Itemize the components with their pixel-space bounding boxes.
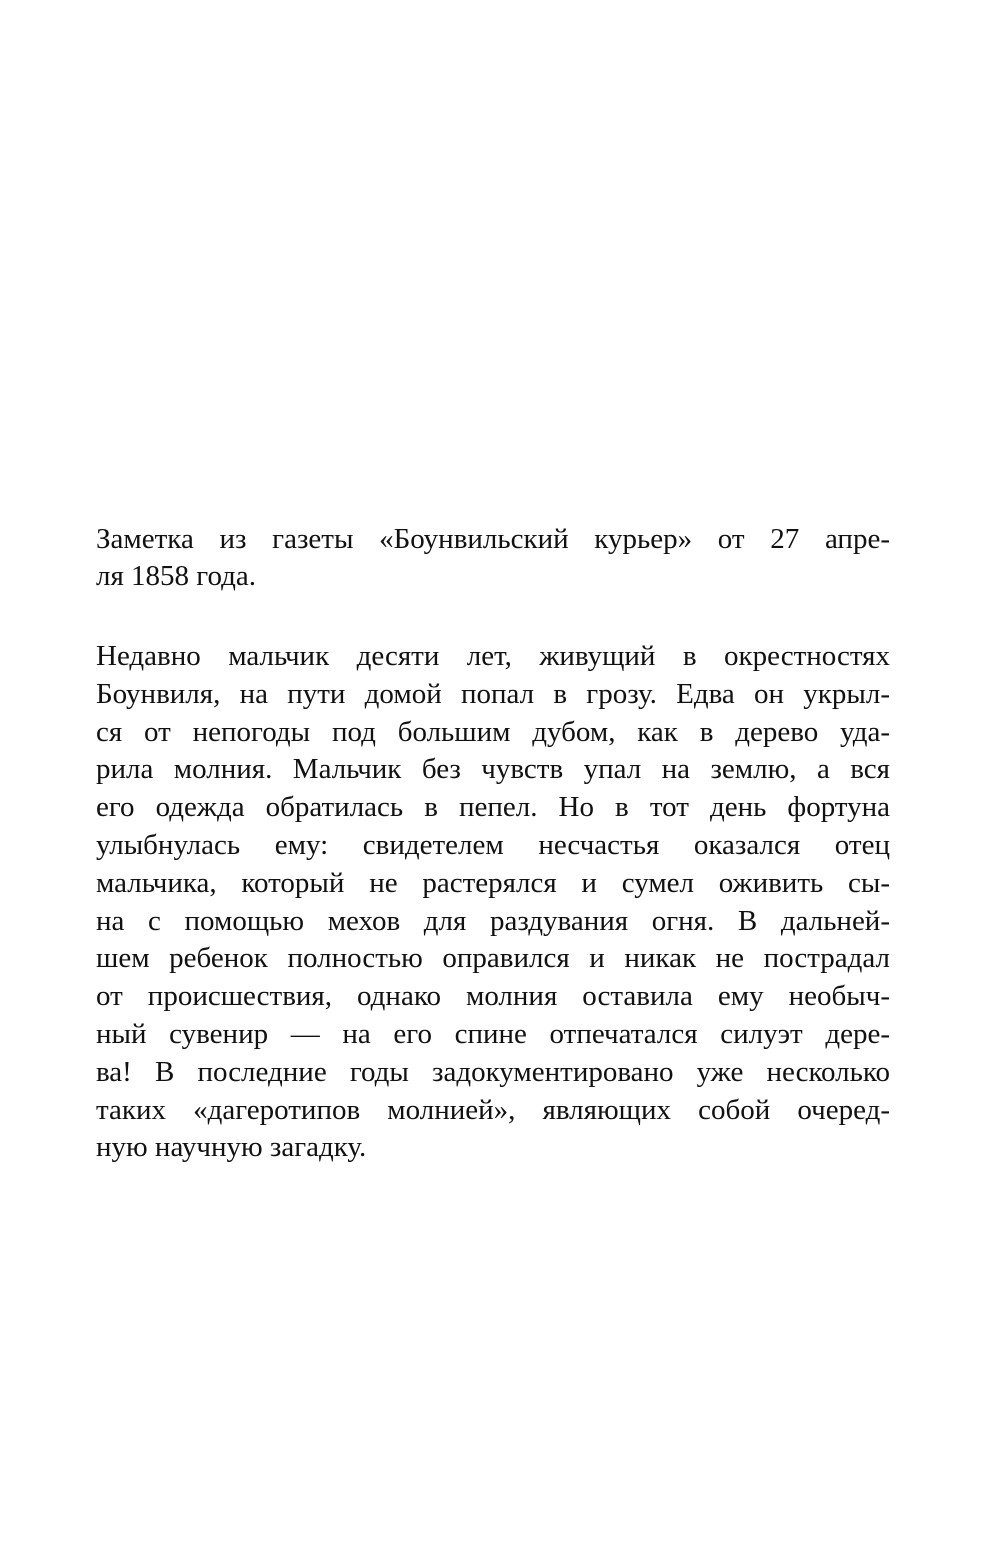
text-line: ся от непогоды под большим дубом, как в дерево уда- <box>96 715 890 748</box>
text-line: улыбнулась ему: свидетелем несчастья оказался отец <box>96 828 890 861</box>
text-line: мальчика, который не растерялся и сумел оживить сы- <box>96 866 890 899</box>
text-line: от происшествия, однако молния оставила ему необыч- <box>96 980 890 1013</box>
newspaper-source-note <box>96 521 890 595</box>
text-line: рила молния. Мальчик без чувств упал на землю, а вся <box>96 753 890 786</box>
text-line: Заметка из газеты «Боунвильский курьер» от 27 апре- <box>96 523 890 555</box>
text-line: таких «дагеротипов молнией», являющих собой очеред- <box>96 1093 890 1126</box>
text-line: на с помощью мехов для раздувания огня. В дальней- <box>96 904 890 937</box>
text-line: ва! В последние годы задокументировано уже несколько <box>96 1055 890 1088</box>
text-line: Боунвиля, на пути домой попал в грозу. Едва он укрыл- <box>96 677 890 710</box>
text-line: шем ребенок полностью оправился и никак не пострадал <box>96 942 890 975</box>
text-line: Недавно мальчик десяти лет, живущий в окрестностях <box>96 640 890 672</box>
article-paragraph <box>96 638 890 1167</box>
text-line: его одежда обратилась в пепел. Но в тот день фортуна <box>96 791 890 824</box>
text-line: ля 1858 года. <box>96 560 257 592</box>
text-line: ный сувенир — на его спине отпечатался силуэт дере- <box>96 1017 890 1050</box>
text-line: ную научную загадку. <box>96 1131 367 1164</box>
